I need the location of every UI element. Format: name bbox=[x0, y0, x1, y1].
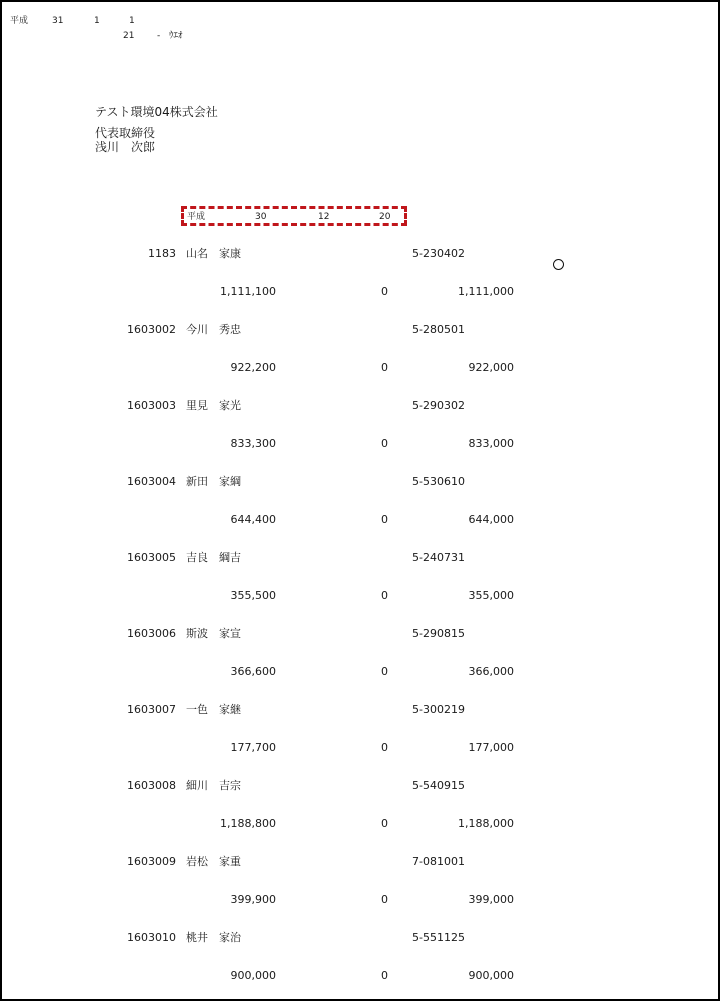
header-month: 1 bbox=[94, 16, 100, 26]
record-deduction: 0 bbox=[381, 969, 388, 982]
record-amount: 1,188,800 bbox=[220, 817, 276, 830]
record-deduction: 0 bbox=[381, 513, 388, 526]
record-total: 922,000 bbox=[468, 361, 514, 374]
record-row bbox=[2, 624, 718, 700]
record-deduction: 0 bbox=[381, 893, 388, 906]
record-row bbox=[2, 852, 718, 928]
date-era: 平成 bbox=[187, 212, 206, 222]
record-ref: 5-280501 bbox=[412, 323, 465, 336]
record-deduction: 0 bbox=[381, 817, 388, 830]
record-total: 177,000 bbox=[468, 741, 514, 754]
record-deduction: 0 bbox=[381, 285, 388, 298]
record-name: 細川 吉宗 bbox=[186, 779, 241, 792]
record-amount: 833,300 bbox=[230, 437, 276, 450]
record-code: 1603009 bbox=[127, 855, 176, 868]
header-kana: ｳｴｵ bbox=[169, 31, 183, 41]
record-name: 山名 家康 bbox=[186, 247, 241, 260]
record-row bbox=[2, 548, 718, 624]
record-name: 斯波 家宣 bbox=[186, 627, 241, 640]
company-name: テスト環境04株式会社 bbox=[95, 105, 218, 119]
record-name: 岩松 家重 bbox=[186, 855, 241, 868]
record-code: 1603006 bbox=[127, 627, 176, 640]
record-total: 366,000 bbox=[468, 665, 514, 678]
record-deduction: 0 bbox=[381, 741, 388, 754]
record-ref: 5-551125 bbox=[412, 931, 465, 944]
record-code: 1603008 bbox=[127, 779, 176, 792]
record-code: 1603007 bbox=[127, 703, 176, 716]
record-deduction: 0 bbox=[381, 665, 388, 678]
record-row bbox=[2, 928, 718, 1001]
record-total: 1,188,000 bbox=[458, 817, 514, 830]
record-amount: 644,400 bbox=[230, 513, 276, 526]
date-day: 20 bbox=[379, 212, 391, 222]
record-total: 355,000 bbox=[468, 589, 514, 602]
record-ref: 5-300219 bbox=[412, 703, 465, 716]
record-row bbox=[2, 320, 718, 396]
record-code: 1603002 bbox=[127, 323, 176, 336]
record-name: 一色 家継 bbox=[186, 703, 241, 716]
record-amount: 922,200 bbox=[230, 361, 276, 374]
record-name: 吉良 綱吉 bbox=[186, 551, 241, 564]
addressee-position: 代表取締役 bbox=[95, 126, 156, 140]
record-name: 里見 家光 bbox=[186, 399, 241, 412]
record-total: 644,000 bbox=[468, 513, 514, 526]
record-amount: 177,700 bbox=[230, 741, 276, 754]
record-row bbox=[2, 244, 718, 320]
header-day: 1 bbox=[129, 16, 135, 26]
record-amount: 399,900 bbox=[230, 893, 276, 906]
record-name: 桃井 家治 bbox=[186, 931, 241, 944]
record-total: 1,111,000 bbox=[458, 285, 514, 298]
record-ref: 5-290302 bbox=[412, 399, 465, 412]
header-era: 平成 bbox=[10, 16, 29, 26]
record-deduction: 0 bbox=[381, 361, 388, 374]
record-ref: 7-081001 bbox=[412, 855, 465, 868]
record-code: 1603010 bbox=[127, 931, 176, 944]
record-name: 新田 家綱 bbox=[186, 475, 241, 488]
header-number: 21 bbox=[123, 31, 135, 41]
record-deduction: 0 bbox=[381, 589, 388, 602]
record-name: 今川 秀忠 bbox=[186, 323, 241, 336]
date-year: 30 bbox=[255, 212, 267, 222]
record-row bbox=[2, 472, 718, 548]
record-amount: 366,600 bbox=[230, 665, 276, 678]
record-ref: 5-530610 bbox=[412, 475, 465, 488]
record-amount: 900,000 bbox=[230, 969, 276, 982]
addressee-person: 浅川 次郎 bbox=[95, 140, 156, 154]
date-highlight-box bbox=[181, 206, 407, 226]
record-row bbox=[2, 396, 718, 472]
record-code: 1183 bbox=[148, 247, 176, 260]
record-total: 900,000 bbox=[468, 969, 514, 982]
record-amount: 1,111,100 bbox=[220, 285, 276, 298]
record-deduction: 0 bbox=[381, 437, 388, 450]
record-code: 1603004 bbox=[127, 475, 176, 488]
record-ref: 5-290815 bbox=[412, 627, 465, 640]
record-total: 399,000 bbox=[468, 893, 514, 906]
date-month: 12 bbox=[318, 212, 330, 222]
record-list bbox=[2, 244, 718, 1001]
record-amount: 355,500 bbox=[230, 589, 276, 602]
record-total: 833,000 bbox=[468, 437, 514, 450]
record-ref: 5-240731 bbox=[412, 551, 465, 564]
record-ref: 5-230402 bbox=[412, 247, 465, 260]
record-row bbox=[2, 776, 718, 852]
record-row bbox=[2, 700, 718, 776]
record-code: 1603005 bbox=[127, 551, 176, 564]
header-dash: - bbox=[157, 31, 161, 41]
record-ref: 5-540915 bbox=[412, 779, 465, 792]
record-code: 1603003 bbox=[127, 399, 176, 412]
header-year: 31 bbox=[52, 16, 64, 26]
